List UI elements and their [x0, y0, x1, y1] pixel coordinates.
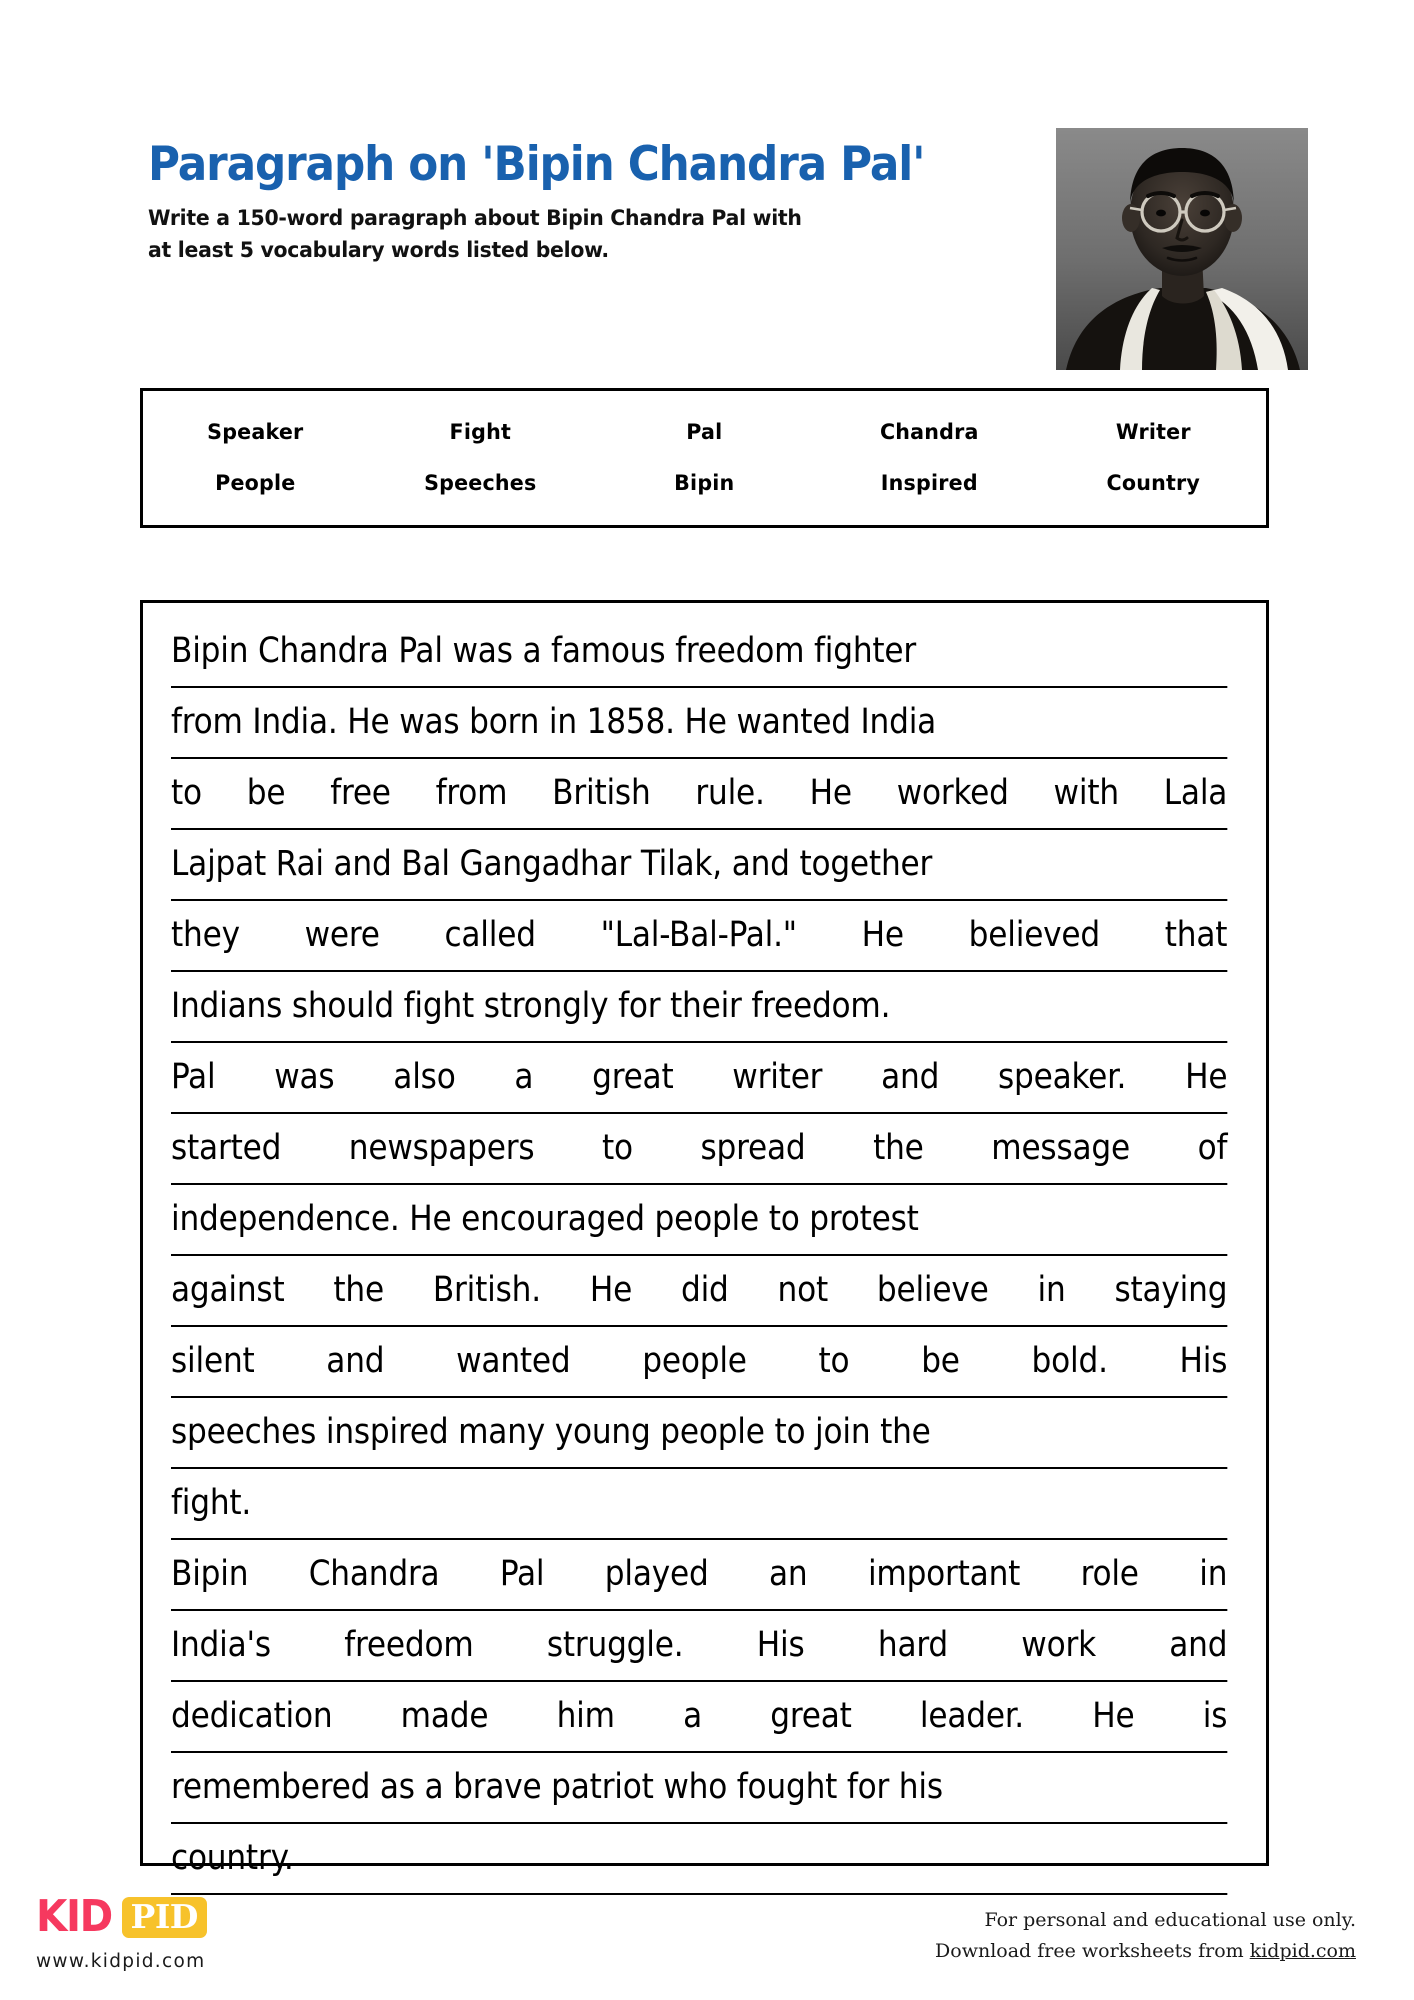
- answer-word: writer: [732, 1057, 823, 1097]
- instructions-line-1: Write a 150-word paragraph about Bipin Chandra Pal with: [148, 206, 802, 232]
- answer-line[interactable]: [171, 1611, 1227, 1682]
- logo-kid-text: KID: [36, 1891, 112, 1942]
- answer-word: India's: [171, 1625, 271, 1665]
- answer-word: they: [171, 915, 240, 955]
- answer-word: speaker.: [997, 1057, 1127, 1097]
- answer-word: He: [589, 1270, 633, 1310]
- vocabulary-word: Speeches: [423, 471, 537, 496]
- answer-word: started: [171, 1128, 282, 1168]
- answer-word: a: [514, 1057, 534, 1097]
- answer-word: him: [556, 1696, 615, 1736]
- answer-word: were: [304, 915, 380, 955]
- answer-word: to: [602, 1128, 633, 1168]
- answer-word: be: [246, 773, 286, 813]
- answer-word: "Lal-Bal-Pal.": [600, 915, 797, 955]
- kidpid-link[interactable]: kidpid.com: [1249, 1939, 1356, 1962]
- answer-word: also: [393, 1057, 456, 1097]
- answer-word: British.: [432, 1270, 541, 1310]
- kidpid-logo: [36, 1893, 266, 1972]
- answer-word: British: [552, 773, 651, 813]
- answer-word: be: [921, 1341, 960, 1381]
- answer-word: that: [1164, 915, 1228, 955]
- answer-line[interactable]: speeches inspired many young people to join the: [171, 1398, 1227, 1469]
- vocabulary-word: Pal: [686, 420, 723, 445]
- answer-line[interactable]: [171, 901, 1227, 972]
- answer-word: from: [435, 773, 508, 813]
- logo-pid-text: PID: [130, 1896, 198, 1936]
- answer-word: in: [1037, 1270, 1066, 1310]
- answer-word: of: [1197, 1128, 1228, 1168]
- answer-word: with: [1053, 773, 1119, 813]
- answer-word: was: [274, 1057, 335, 1097]
- answer-word: believe: [876, 1270, 989, 1310]
- vocabulary-word: Fight: [449, 420, 511, 445]
- answer-word: worked: [896, 773, 1009, 813]
- answer-line[interactable]: [171, 1540, 1227, 1611]
- answer-word: to: [171, 773, 202, 813]
- answer-word: newspapers: [348, 1128, 535, 1168]
- answer-word: staying: [1114, 1270, 1228, 1310]
- answer-word: His: [1179, 1341, 1228, 1381]
- answer-word: a: [683, 1696, 702, 1736]
- answer-word: in: [1199, 1554, 1228, 1594]
- answer-word: important: [867, 1554, 1021, 1594]
- answer-line[interactable]: independence. He encouraged people to protest: [171, 1185, 1227, 1256]
- worksheet-header: [148, 137, 1028, 267]
- answer-word: spread: [700, 1128, 806, 1168]
- answer-line[interactable]: [171, 1256, 1227, 1327]
- vocabulary-row-2: [143, 471, 1266, 496]
- answer-word: the: [333, 1270, 384, 1310]
- footer-note: [935, 1905, 1356, 1967]
- vocabulary-word: People: [215, 471, 296, 496]
- logo-wordmark: [36, 1893, 266, 1941]
- vocabulary-word: Writer: [1116, 420, 1192, 445]
- answer-word: and: [881, 1057, 940, 1097]
- answer-line[interactable]: Indians should fight strongly for their freedom.: [171, 972, 1227, 1043]
- answer-word: people: [642, 1341, 747, 1381]
- instructions-line-2: at least 5 vocabulary words listed below.: [148, 238, 609, 264]
- vocabulary-word: Inspired: [880, 471, 978, 496]
- answer-word: Pal: [499, 1554, 545, 1594]
- vocabulary-row-1: [143, 420, 1266, 445]
- answer-line[interactable]: Bipin Chandra Pal was a famous freedom fighter: [171, 617, 1227, 688]
- answer-word: role: [1080, 1554, 1139, 1594]
- answer-word: believed: [968, 915, 1101, 955]
- answer-word: He: [1092, 1696, 1135, 1736]
- footer-note-line-2: [935, 1936, 1356, 1967]
- answer-word: He: [861, 915, 904, 955]
- worksheet-instructions: [148, 203, 937, 267]
- answer-word: an: [769, 1554, 808, 1594]
- answer-word: rule.: [695, 773, 765, 813]
- answer-word: work: [1021, 1625, 1096, 1665]
- answer-word: wanted: [456, 1341, 571, 1381]
- answer-line[interactable]: fight.: [171, 1469, 1227, 1540]
- answer-word: silent: [171, 1341, 255, 1381]
- answer-word: not: [777, 1270, 828, 1310]
- answer-word: played: [604, 1554, 709, 1594]
- portrait-photo: [1056, 128, 1308, 370]
- answer-word: Pal: [171, 1057, 216, 1097]
- answer-word: made: [400, 1696, 489, 1736]
- answer-word: the: [873, 1128, 924, 1168]
- answer-word: free: [330, 773, 391, 813]
- answer-word: struggle.: [546, 1625, 684, 1665]
- answer-word: He: [1185, 1057, 1228, 1097]
- answer-word: message: [991, 1128, 1131, 1168]
- footer-note-prefix: Download free worksheets from: [935, 1939, 1250, 1962]
- answer-word: called: [444, 915, 536, 955]
- answer-word: against: [171, 1270, 285, 1310]
- answer-word: hard: [877, 1625, 948, 1665]
- answer-word: bold.: [1031, 1341, 1108, 1381]
- answer-line[interactable]: from India. He was born in 1858. He wanted India: [171, 688, 1227, 759]
- vocabulary-word: Speaker: [207, 420, 304, 445]
- answer-word: and: [1169, 1625, 1228, 1665]
- answer-line[interactable]: [171, 759, 1227, 830]
- answer-word: His: [756, 1625, 805, 1665]
- answer-line[interactable]: remembered as a brave patriot who fought for his: [171, 1753, 1227, 1824]
- vocabulary-word: Country: [1106, 471, 1201, 496]
- answer-line[interactable]: [171, 1043, 1227, 1114]
- vocabulary-box: [140, 388, 1269, 528]
- answer-word: dedication: [171, 1696, 333, 1736]
- vocabulary-word: Chandra: [879, 420, 979, 445]
- page-title: Paragraph on 'Bipin Chandra Pal': [148, 137, 925, 192]
- answer-word: Chandra: [308, 1554, 440, 1594]
- answer-word: great: [592, 1057, 674, 1097]
- answer-line[interactable]: country.: [171, 1824, 1227, 1895]
- answer-word: Lala: [1163, 773, 1228, 813]
- footer-website-url: www.kidpid.com: [36, 1951, 206, 1972]
- vocabulary-word: Bipin: [674, 471, 735, 496]
- answer-line[interactable]: [171, 1327, 1227, 1398]
- answer-word: great: [770, 1696, 852, 1736]
- answer-word: to: [818, 1341, 850, 1381]
- answer-word: and: [326, 1341, 385, 1381]
- footer-note-line-1: For personal and educational use only.: [984, 1909, 1356, 1931]
- answer-word: leader.: [919, 1696, 1024, 1736]
- answer-line[interactable]: [171, 1114, 1227, 1185]
- answer-word: is: [1202, 1696, 1228, 1736]
- answer-box[interactable]: [140, 600, 1269, 1878]
- answer-line[interactable]: [171, 1682, 1227, 1753]
- answer-line[interactable]: Lajpat Rai and Bal Gangadhar Tilak, and together: [171, 830, 1227, 901]
- answer-word: did: [680, 1270, 729, 1310]
- logo-pid-badge: [122, 1897, 207, 1938]
- portrait-illustration: [1056, 128, 1308, 370]
- answer-word: freedom: [344, 1625, 474, 1665]
- answer-word: He: [809, 773, 852, 813]
- answer-word: Bipin: [171, 1554, 249, 1594]
